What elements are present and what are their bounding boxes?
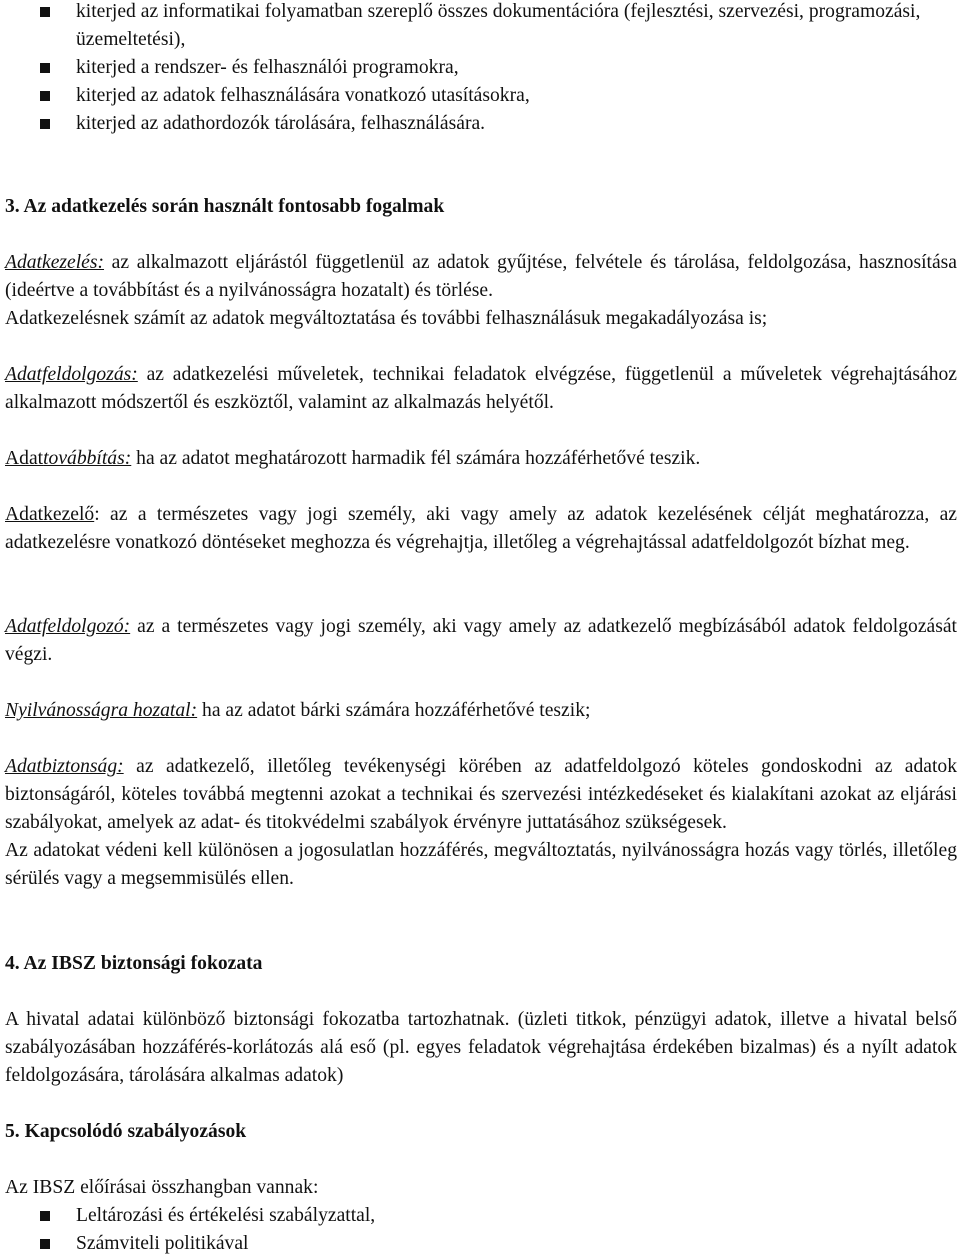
list-item: Leltározási és értékelési szabályzattal, bbox=[5, 1202, 957, 1230]
list-item: kiterjed az adathordozók tárolására, felhasználására. bbox=[5, 110, 957, 138]
definition-adatkezelo: Adatkezelő: az a természetes vagy jogi személy, aki vagy amely az adatok kezelésének célját meghatározza, az adatkezelésre vonatkozó döntéseket meghozza és végrehajtja, illetőleg a végrehajtással adatfeldolgozót bízhat meg. bbox=[5, 504, 957, 553]
section-5-intro: Az IBSZ előírásai összhangban vannak: bbox=[5, 1177, 319, 1198]
term-adatkezelo: Adatkezelő bbox=[5, 504, 95, 525]
definition-adatfeldolgozo: Adatfeldolgozó: az a természetes vagy jogi személy, aki vagy amely az adatkezelő megbízásából adatok feldolgozását végzi. bbox=[5, 616, 957, 665]
term-adattovabbitas: továbbítás: bbox=[43, 448, 132, 469]
section-3-heading: 3. Az adatkezelés során használt fontosabb fogalmak bbox=[5, 196, 445, 217]
term-adatfeldolgozas: Adatfeldolgozás: bbox=[5, 364, 138, 385]
term-adatkezeles: Adatkezelés: bbox=[5, 252, 105, 273]
term-adatbiztonsag: Adatbiztonság: bbox=[5, 756, 124, 777]
square-bullet-icon bbox=[40, 91, 50, 101]
term-adatfeldolgozo: Adatfeldolgozó: bbox=[5, 616, 131, 637]
definition-adattovabbitas: Adattovábbítás: ha az adatot meghatározott harmadik fél számára hozzáférhetővé teszik. bbox=[5, 448, 701, 469]
definition-adatkezeles-note: Adatkezelésnek számít az adatok megváltoztatása és további felhasználásuk megakadályozása is; bbox=[5, 308, 768, 329]
square-bullet-icon bbox=[40, 1239, 50, 1249]
definition-adatkezeles: Adatkezelés: az alkalmazott eljárástól függetlenül az adatok gyűjtése, felvétele és tárolása, feldolgozása, hasznosítása (ideértve a továbbítást és a nyilvánosságra hozatalt) és törlése. Adatkezelésnek számít az adatok megváltoztatása és további felhasználásuk megakadályozása is; bbox=[5, 249, 957, 333]
square-bullet-icon bbox=[40, 1211, 50, 1221]
definition-adatbiztonsag-note: Az adatokat védeni kell különösen a jogosulatlan hozzáférés, megváltoztatás, nyilvánosságra hozás vagy törlés, illetőleg sérülés vagy a megsemmisülés ellen. bbox=[5, 840, 957, 889]
term-nyilvanossagra-hozatal: Nyilvánosságra hozatal: bbox=[5, 700, 198, 721]
list-item: kiterjed az informatikai folyamatban szereplő összes dokumentációra (fejlesztési, szervezési, programozási, üzemeltetési), bbox=[5, 0, 957, 54]
definition-adatfeldolgozas: Adatfeldolgozás: az adatkezelési műveletek, technikai feladatok elvégzése, függetlenül a műveletek végrehajtásához alkalmazott módszertől és eszköztől, valamint az alkalmazás helyétől. bbox=[5, 364, 957, 413]
related-regulations-list bbox=[5, 1202, 957, 1258]
definition-nyilvanossagra-hozatal: Nyilvánosságra hozatal: ha az adatot bárki számára hozzáférhetővé teszik; bbox=[5, 700, 591, 721]
list-item: kiterjed az adatok felhasználására vonatkozó utasításokra, bbox=[5, 82, 957, 110]
square-bullet-icon bbox=[40, 7, 50, 17]
section-5-heading: 5. Kapcsolódó szabályozások bbox=[5, 1121, 247, 1142]
definition-adatbiztonsag: Adatbiztonság: az adatkezelő, illetőleg tevékenységi körében az adatfeldolgozó köteles gondoskodni az adatok biztonságáról, köteles továbbá megtenni azokat a technikai és szervezési intézkedéseket és kialakítani azokat az eljárási szabályokat, amelyek az adat- és titokvédelmi szabályok érvényre juttatásához szükségesek. Az adatokat védeni kell különösen a jogosulatlan hozzáférés, megváltoztatás, nyilvánosságra hozás vagy törlés, illetőleg sérülés vagy a megsemmisülés ellen. bbox=[5, 753, 957, 893]
square-bullet-icon bbox=[40, 63, 50, 73]
list-item: kiterjed a rendszer- és felhasználói programokra, bbox=[5, 54, 957, 82]
scope-bullet-list bbox=[5, 0, 957, 138]
square-bullet-icon bbox=[40, 119, 50, 129]
section-4-body: A hivatal adatai különböző biztonsági fokozatba tartozhatnak. (üzleti titkok, pénzügyi adatok, illetve a hivatal belső szabályozásában hozzáférés-korlátozás alá eső (pl. egyes feladatok végrehajtása érdekében bizalmas) és a nyílt adatok feldolgozására, tárolására alkalmas adatok) bbox=[5, 1009, 957, 1086]
list-item: Számviteli politikával bbox=[5, 1230, 957, 1258]
section-4-heading: 4. Az IBSZ biztonsági fokozata bbox=[5, 953, 263, 974]
